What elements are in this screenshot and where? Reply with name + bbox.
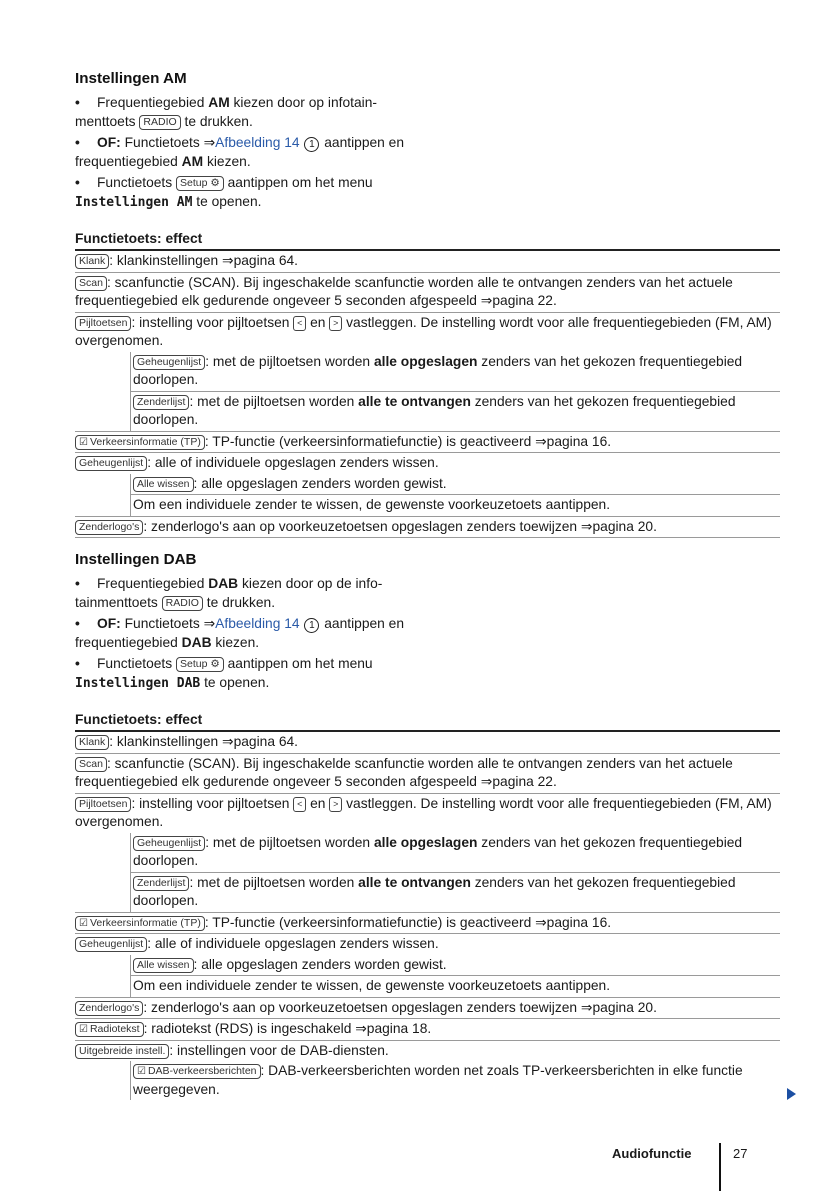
- text: te openen.: [200, 674, 270, 690]
- bullet-icon: •: [75, 95, 80, 110]
- zenderlijst-key[interactable]: Zenderlijst: [133, 395, 189, 410]
- table-row: [75, 913, 780, 935]
- row-text: : radiotekst (RDS) is ingeschakeld ⇒pagina 18.: [143, 1021, 432, 1036]
- geheugenlijst-key[interactable]: Geheugenlijst: [75, 937, 147, 952]
- table-row: [75, 517, 780, 539]
- sub-rows: [75, 474, 780, 517]
- text: kiezen door op de info-tainmenttoets: [75, 576, 383, 610]
- section-heading: Instellingen DAB: [75, 551, 197, 568]
- row-text: : klankinstellingen ⇒pagina 64.: [109, 253, 299, 268]
- alle-wissen-key[interactable]: Alle wissen: [133, 477, 194, 492]
- row-text: : instelling voor pijltoetsen: [131, 314, 294, 330]
- figure-link[interactable]: Afbeelding 14: [215, 135, 300, 150]
- row-text: : instelling voor pijltoetsen: [131, 795, 294, 811]
- arrow-left-icon: <: [293, 797, 306, 812]
- geheugenlijst-key[interactable]: Geheugenlijst: [133, 836, 205, 851]
- row-text: : met de pijltoetsen worden: [205, 353, 374, 369]
- row-text: : TP-functie (verkeersinformatiefunctie) is geactiveerd ⇒pagina 16.: [204, 914, 612, 930]
- instruction-item: [75, 174, 425, 212]
- callout-number: 1: [304, 137, 319, 152]
- table-row: [75, 794, 780, 833]
- row-text: : zenderlogo's aan op voorkeuzetoetsen opgeslagen zenders toewijzen ⇒pagina 20.: [143, 518, 657, 534]
- row-text: : scanfunctie (SCAN). Bij ingeschakelde scanfunctie worden alle te ontvangen zenders van het actuele frequentiegebied elk gedurende ongeveer 5 seconden afgespeeld ⇒pagina 22.: [75, 755, 733, 789]
- row-text: : met de pijltoetsen worden: [189, 874, 359, 890]
- table-subrow: Om een individuele zender te wissen, de gewenste voorkeuzetoets aantippen.: [130, 494, 780, 516]
- row-text: : alle opgeslagen zenders worden gewist.: [193, 956, 447, 972]
- table-row: [75, 998, 780, 1020]
- or-label: OF:: [97, 616, 121, 631]
- radio-key[interactable]: RADIO: [139, 115, 180, 130]
- text: Frequentiegebied: [97, 95, 209, 110]
- table-subrow: [130, 955, 780, 976]
- setup-key[interactable]: Setup ⚙: [176, 657, 224, 672]
- text: Functietoets: [97, 656, 176, 671]
- setup-key[interactable]: Setup ⚙: [176, 176, 224, 191]
- text: Frequentiegebied: [97, 576, 209, 591]
- row-text: : instellingen voor de DAB-diensten.: [169, 1042, 389, 1058]
- arrow-right-icon: >: [329, 316, 342, 331]
- band-name: DAB: [181, 634, 212, 650]
- instruction-item: [75, 575, 425, 612]
- band-name: DAB: [208, 576, 239, 591]
- instruction-item: [75, 615, 425, 652]
- row-text: : met de pijltoetsen worden: [205, 834, 374, 850]
- zenderlijst-key[interactable]: Zenderlijst: [133, 876, 189, 891]
- bullet-icon: •: [75, 656, 80, 671]
- row-text: : zenderlogo's aan op voorkeuzetoetsen opgeslagen zenders toewijzen ⇒pagina 20.: [143, 999, 657, 1015]
- table-row: [75, 732, 780, 754]
- table-row: [75, 273, 780, 313]
- table-row: [75, 313, 780, 352]
- row-text: vastleggen. De instelling wordt voor alle frequentiegebieden (FM, AM) overgenomen.: [75, 795, 772, 829]
- bullet-icon: •: [75, 175, 80, 190]
- row-emphasis: alle opgeslagen: [373, 353, 478, 369]
- callout-number: 1: [304, 618, 319, 633]
- band-name: AM: [208, 95, 230, 110]
- text: te drukken.: [180, 113, 253, 129]
- or-label: OF:: [97, 135, 121, 150]
- row-text: : DAB-verkeersberichten worden net zoals TP-verkeersberichten in elke functie weergegeven.: [133, 1063, 743, 1097]
- table-row: [75, 934, 780, 955]
- sub-rows: [75, 833, 780, 913]
- uitgebreide-instell-key[interactable]: Uitgebreide instell.: [75, 1044, 169, 1059]
- table-subrow: [130, 1061, 780, 1100]
- row-text: : alle of individuele opgeslagen zenders wissen.: [147, 936, 439, 951]
- band-name: AM: [181, 153, 204, 169]
- sub-rows: [75, 955, 780, 998]
- bullet-icon: •: [75, 616, 80, 631]
- klank-key[interactable]: Klank: [75, 735, 109, 750]
- radiotekst-checkbox-key[interactable]: ☑ Radiotekst: [75, 1022, 144, 1037]
- page-number: 27: [733, 1146, 748, 1161]
- table-row: [75, 453, 780, 474]
- function-table: [75, 230, 780, 538]
- instruction-list: [75, 575, 425, 693]
- bullet-icon: •: [75, 135, 80, 150]
- row-text: zenders van het gekozen frequentiegebied doorlopen.: [133, 874, 736, 908]
- text: aantippen en frequentiegebied: [75, 135, 405, 169]
- pijltoetsen-key[interactable]: Pijltoetsen: [75, 797, 131, 812]
- zenderlogos-key[interactable]: Zenderlogo's: [75, 520, 143, 535]
- pijltoetsen-key[interactable]: Pijltoetsen: [75, 316, 131, 331]
- row-text: : TP-functie (verkeersinformatiefunctie) is geactiveerd ⇒pagina 16.: [204, 433, 612, 449]
- table-row: [75, 432, 780, 454]
- row-text: en: [306, 314, 330, 330]
- dab-verkeersberichten-checkbox-key[interactable]: ☑ DAB-verkeersberichten: [133, 1064, 261, 1079]
- section-dab: [75, 551, 780, 1100]
- text: Functietoets ⇒: [120, 616, 216, 631]
- figure-link[interactable]: Afbeelding 14: [215, 616, 300, 631]
- function-table: [75, 711, 780, 1100]
- instruction-item: [75, 94, 425, 131]
- text: te drukken.: [202, 594, 276, 610]
- scan-key[interactable]: Scan: [75, 757, 107, 772]
- text: aantippen en frequentiegebied: [75, 616, 405, 650]
- menu-name: Instellingen AM: [75, 194, 193, 210]
- row-text: : klankinstellingen ⇒pagina 64.: [109, 734, 299, 749]
- footer-chapter-title: Audiofunctie: [612, 1146, 692, 1161]
- table-subrow: [130, 474, 780, 495]
- row-text: : scanfunctie (SCAN). Bij ingeschakelde scanfunctie worden alle te ontvangen zenders van het actuele frequentiegebied elk gedurende ongeveer 5 seconden afgespeeld ⇒pagina 22.: [75, 274, 733, 308]
- triangle-right-icon: [787, 1088, 796, 1100]
- table-header: Functietoets: effect: [75, 230, 780, 251]
- scan-key[interactable]: Scan: [75, 276, 107, 291]
- instruction-item: [75, 655, 425, 693]
- row-text: zenders van het gekozen frequentiegebied doorlopen.: [133, 834, 743, 868]
- section-heading: Instellingen AM: [75, 70, 187, 87]
- zenderlogos-key[interactable]: Zenderlogo's: [75, 1001, 143, 1016]
- table-header: Functietoets: effect: [75, 711, 780, 732]
- tp-checkbox-key[interactable]: ☑ Verkeersinformatie (TP): [75, 916, 205, 931]
- radio-key[interactable]: RADIO: [162, 596, 203, 611]
- row-text: : alle of individuele opgeslagen zenders wissen.: [147, 455, 439, 470]
- table-row: [75, 251, 780, 273]
- row-text: zenders van het gekozen frequentiegebied doorlopen.: [133, 393, 736, 427]
- text: aantippen om het menu: [223, 175, 373, 190]
- text: kiezen.: [203, 153, 251, 169]
- table-row: [75, 1019, 780, 1041]
- arrow-left-icon: <: [293, 316, 306, 331]
- tp-checkbox-key[interactable]: ☑ Verkeersinformatie (TP): [75, 435, 205, 450]
- text: kiezen door op infotain-menttoets: [75, 95, 377, 129]
- row-emphasis: alle te ontvangen: [358, 874, 471, 890]
- arrow-right-icon: >: [329, 797, 342, 812]
- text: Functietoets ⇒: [120, 135, 216, 150]
- text: aantippen om het menu: [223, 656, 373, 671]
- geheugenlijst-key[interactable]: Geheugenlijst: [133, 355, 205, 370]
- sub-rows: [75, 352, 780, 432]
- table-subrow: [130, 352, 780, 391]
- row-emphasis: alle opgeslagen: [373, 834, 478, 850]
- text: te openen.: [192, 193, 262, 209]
- sub-rows: [75, 1061, 780, 1100]
- text: Functietoets: [97, 175, 176, 190]
- table-subrow: Om een individuele zender te wissen, de gewenste voorkeuzetoets aantippen.: [130, 975, 780, 997]
- row-text: : met de pijltoetsen worden: [189, 393, 359, 409]
- section-am: [75, 70, 780, 538]
- geheugenlijst-key[interactable]: Geheugenlijst: [75, 456, 147, 471]
- instruction-list: [75, 94, 425, 212]
- menu-name: Instellingen DAB: [75, 675, 201, 691]
- table-row: [75, 1041, 780, 1062]
- row-text: zenders van het gekozen frequentiegebied doorlopen.: [133, 353, 743, 387]
- klank-key[interactable]: Klank: [75, 254, 109, 269]
- table-subrow: [130, 872, 780, 912]
- text: kiezen.: [211, 634, 260, 650]
- instruction-item: [75, 134, 425, 171]
- row-text: : alle opgeslagen zenders worden gewist.: [193, 475, 447, 491]
- table-row: [75, 754, 780, 794]
- table-subrow: [130, 833, 780, 872]
- row-text: en: [306, 795, 330, 811]
- footer-divider: [719, 1143, 721, 1191]
- table-subrow: [130, 391, 780, 431]
- row-text: vastleggen. De instelling wordt voor alle frequentiegebieden (FM, AM) overgenomen.: [75, 314, 772, 348]
- bullet-icon: •: [75, 576, 80, 591]
- alle-wissen-key[interactable]: Alle wissen: [133, 958, 194, 973]
- row-emphasis: alle te ontvangen: [358, 393, 471, 409]
